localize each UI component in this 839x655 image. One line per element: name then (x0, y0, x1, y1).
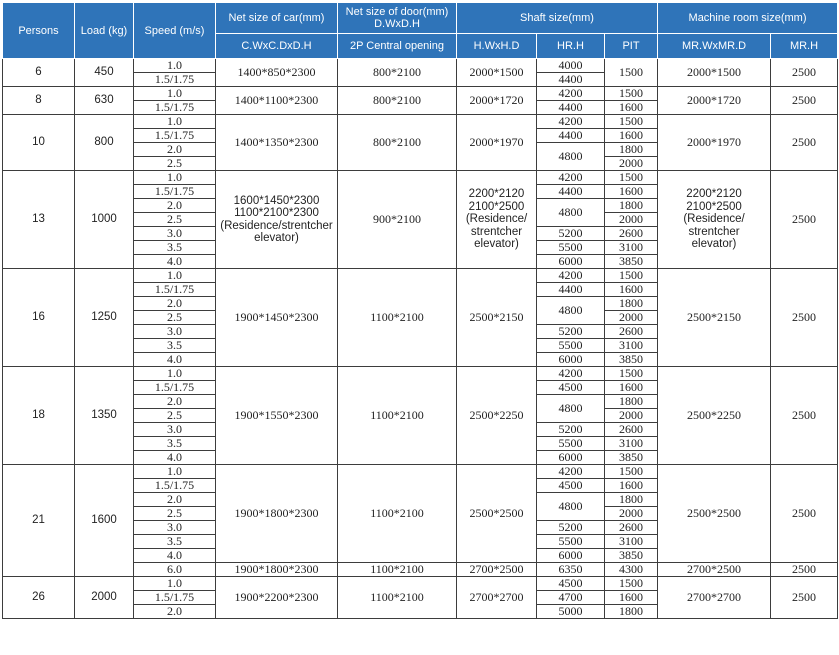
cell-load: 1250 (75, 269, 134, 367)
cell-pit: 1500 (605, 59, 658, 87)
cell-car-size: 1900*2200*2300 (216, 577, 338, 619)
subheader-hr-height: HR.H (537, 34, 605, 59)
header-machine-room-size: Machine room size(mm) (658, 3, 838, 34)
cell-door-size: 1100*2100 (338, 269, 457, 367)
cell-pit: 2000 (605, 213, 658, 227)
cell-hr-height: 4200 (537, 87, 605, 101)
cell-load: 800 (75, 115, 134, 171)
cell-pit: 1500 (605, 577, 658, 591)
cell-speed: 4.0 (134, 353, 216, 367)
cell-mr-size: 2700*2700 (658, 577, 771, 619)
cell-shaft-size: 2000*1970 (457, 115, 537, 171)
cell-hr-height: 4500 (537, 479, 605, 493)
cell-car-size: 1900*1450*2300 (216, 269, 338, 367)
cell-speed: 2.5 (134, 213, 216, 227)
cell-mr-height: 2500 (771, 563, 838, 577)
cell-speed: 1.0 (134, 115, 216, 129)
cell-pit: 3100 (605, 437, 658, 451)
cell-shaft-size: 2500*2500 (457, 465, 537, 563)
cell-speed: 3.0 (134, 521, 216, 535)
cell-hr-height: 5200 (537, 521, 605, 535)
cell-mr-height: 2500 (771, 367, 838, 465)
header-door-size: Net size of door(mm) D.WxD.H (338, 3, 457, 34)
cell-car-size: 1900*1550*2300 (216, 367, 338, 465)
cell-door-size: 800*2100 (338, 59, 457, 87)
cell-load: 1000 (75, 171, 134, 269)
subheader-mr-height: MR.H (771, 34, 838, 59)
cell-hr-height: 4400 (537, 73, 605, 87)
cell-speed: 3.5 (134, 535, 216, 549)
cell-speed: 1.5/1.75 (134, 479, 216, 493)
cell-speed: 4.0 (134, 255, 216, 269)
cell-hr-height: 4400 (537, 185, 605, 199)
cell-speed: 1.0 (134, 59, 216, 73)
cell-pit: 2600 (605, 423, 658, 437)
cell-hr-height: 4800 (537, 493, 605, 521)
cell-door-size: 900*2100 (338, 171, 457, 269)
cell-pit: 1800 (605, 199, 658, 213)
cell-speed: 3.0 (134, 227, 216, 241)
cell-pit: 3850 (605, 353, 658, 367)
cell-door-size: 1100*2100 (338, 563, 457, 577)
cell-hr-height: 4400 (537, 101, 605, 115)
header-car-size: Net size of car(mm) (216, 3, 338, 34)
cell-car-size: 1900*1800*2300 (216, 563, 338, 577)
cell-hr-height: 6350 (537, 563, 605, 577)
subheader-shaft-dims: H.WxH.D (457, 34, 537, 59)
cell-speed: 3.5 (134, 339, 216, 353)
cell-hr-height: 6000 (537, 353, 605, 367)
cell-door-size: 800*2100 (338, 87, 457, 115)
cell-mr-height: 2500 (771, 465, 838, 563)
cell-hr-height: 4400 (537, 283, 605, 297)
cell-speed: 4.0 (134, 451, 216, 465)
cell-mr-size: 2000*1500 (658, 59, 771, 87)
cell-hr-height: 4200 (537, 367, 605, 381)
cell-speed: 4.0 (134, 549, 216, 563)
cell-hr-height: 4800 (537, 297, 605, 325)
cell-persons: 26 (3, 577, 75, 619)
cell-hr-height: 6000 (537, 549, 605, 563)
cell-shaft-size: 2700*2500 (457, 563, 537, 577)
cell-speed: 3.5 (134, 437, 216, 451)
cell-speed: 2.5 (134, 311, 216, 325)
cell-speed: 2.5 (134, 157, 216, 171)
elevator-spec-table (2, 2, 838, 619)
cell-speed: 1.5/1.75 (134, 101, 216, 115)
cell-pit: 1500 (605, 269, 658, 283)
cell-speed: 2.0 (134, 395, 216, 409)
cell-hr-height: 4800 (537, 143, 605, 171)
cell-pit: 1600 (605, 479, 658, 493)
cell-persons: 8 (3, 87, 75, 115)
cell-speed: 2.5 (134, 507, 216, 521)
cell-shaft-size: 2000*1720 (457, 87, 537, 115)
cell-door-size: 1100*2100 (338, 367, 457, 465)
cell-pit: 1500 (605, 87, 658, 101)
cell-speed: 2.0 (134, 297, 216, 311)
cell-mr-size: 2000*1720 (658, 87, 771, 115)
cell-pit: 2600 (605, 227, 658, 241)
cell-pit: 2000 (605, 507, 658, 521)
cell-pit: 2000 (605, 409, 658, 423)
cell-mr-size: 2700*2500 (658, 563, 771, 577)
header-speed: Speed (m/s) (134, 3, 216, 59)
cell-persons: 10 (3, 115, 75, 171)
cell-persons: 18 (3, 367, 75, 465)
cell-speed: 1.0 (134, 87, 216, 101)
cell-pit: 3850 (605, 451, 658, 465)
subheader-mr-dims: MR.WxMR.D (658, 34, 771, 59)
cell-pit: 3100 (605, 339, 658, 353)
cell-load: 450 (75, 59, 134, 87)
cell-pit: 1500 (605, 171, 658, 185)
cell-speed: 2.0 (134, 605, 216, 619)
cell-speed: 1.0 (134, 367, 216, 381)
cell-door-size: 1100*2100 (338, 465, 457, 563)
cell-hr-height: 4200 (537, 465, 605, 479)
cell-door-size: 1100*2100 (338, 577, 457, 619)
cell-load: 1600 (75, 465, 134, 577)
cell-pit: 2600 (605, 521, 658, 535)
cell-hr-height: 5500 (537, 437, 605, 451)
cell-hr-height: 5200 (537, 325, 605, 339)
cell-pit: 3850 (605, 549, 658, 563)
cell-speed: 1.0 (134, 171, 216, 185)
cell-load: 2000 (75, 577, 134, 619)
cell-car-size: 1600*1450*2300 1100*2100*2300 (Residence/strentcher elevator) (216, 171, 338, 269)
cell-speed: 2.0 (134, 199, 216, 213)
cell-load: 630 (75, 87, 134, 115)
cell-speed: 1.0 (134, 577, 216, 591)
cell-speed: 6.0 (134, 563, 216, 577)
cell-hr-height: 4800 (537, 395, 605, 423)
cell-hr-height: 5200 (537, 423, 605, 437)
cell-hr-height: 4200 (537, 115, 605, 129)
cell-speed: 1.0 (134, 465, 216, 479)
cell-pit: 3100 (605, 535, 658, 549)
cell-speed: 1.0 (134, 269, 216, 283)
header-shaft-size: Shaft size(mm) (457, 3, 658, 34)
cell-door-size: 800*2100 (338, 115, 457, 171)
header-load: Load (kg) (75, 3, 134, 59)
cell-hr-height: 4000 (537, 59, 605, 73)
cell-hr-height: 6000 (537, 451, 605, 465)
spec-table-container (2, 2, 837, 619)
cell-hr-height: 4800 (537, 199, 605, 227)
cell-mr-size: 2500*2500 (658, 465, 771, 563)
cell-shaft-size: 2200*2120 2100*2500 (Residence/ strentcher elevator) (457, 171, 537, 269)
cell-car-size: 1400*850*2300 (216, 59, 338, 87)
cell-hr-height: 5500 (537, 339, 605, 353)
cell-speed: 1.5/1.75 (134, 185, 216, 199)
cell-speed: 1.5/1.75 (134, 73, 216, 87)
cell-speed: 3.0 (134, 325, 216, 339)
cell-pit: 1800 (605, 605, 658, 619)
cell-pit: 3100 (605, 241, 658, 255)
subheader-pit: PIT (605, 34, 658, 59)
cell-speed: 2.0 (134, 493, 216, 507)
cell-car-size: 1900*1800*2300 (216, 465, 338, 563)
cell-hr-height: 4500 (537, 577, 605, 591)
cell-hr-height: 4200 (537, 269, 605, 283)
cell-pit: 4300 (605, 563, 658, 577)
cell-mr-height: 2500 (771, 115, 838, 171)
cell-hr-height: 5500 (537, 241, 605, 255)
cell-speed: 1.5/1.75 (134, 283, 216, 297)
cell-speed: 3.5 (134, 241, 216, 255)
cell-persons: 13 (3, 171, 75, 269)
cell-persons: 16 (3, 269, 75, 367)
cell-hr-height: 5200 (537, 227, 605, 241)
cell-hr-height: 4700 (537, 591, 605, 605)
cell-pit: 2000 (605, 157, 658, 171)
cell-mr-height: 2500 (771, 59, 838, 87)
cell-hr-height: 4200 (537, 171, 605, 185)
cell-pit: 2600 (605, 325, 658, 339)
cell-pit: 1500 (605, 465, 658, 479)
cell-car-size: 1400*1350*2300 (216, 115, 338, 171)
cell-shaft-size: 2700*2700 (457, 577, 537, 619)
cell-pit: 1600 (605, 381, 658, 395)
cell-pit: 1800 (605, 395, 658, 409)
cell-persons: 6 (3, 59, 75, 87)
cell-speed: 1.5/1.75 (134, 591, 216, 605)
cell-speed: 1.5/1.75 (134, 129, 216, 143)
cell-speed: 1.5/1.75 (134, 381, 216, 395)
cell-load: 1350 (75, 367, 134, 465)
cell-pit: 1500 (605, 115, 658, 129)
cell-mr-height: 2500 (771, 171, 838, 269)
cell-pit: 1600 (605, 591, 658, 605)
cell-speed: 3.0 (134, 423, 216, 437)
cell-persons: 21 (3, 465, 75, 577)
subheader-door-opening: 2P Central opening (338, 34, 457, 59)
cell-mr-size: 2500*2150 (658, 269, 771, 367)
cell-shaft-size: 2500*2150 (457, 269, 537, 367)
cell-mr-size: 2000*1970 (658, 115, 771, 171)
cell-pit: 1500 (605, 367, 658, 381)
cell-pit: 1800 (605, 297, 658, 311)
header-persons: Persons (3, 3, 75, 59)
cell-mr-height: 2500 (771, 577, 838, 619)
cell-pit: 2000 (605, 311, 658, 325)
cell-pit: 1600 (605, 101, 658, 115)
cell-mr-size: 2200*2120 2100*2500 (Residence/ strentcher elevator) (658, 171, 771, 269)
cell-hr-height: 5500 (537, 535, 605, 549)
cell-pit: 1600 (605, 129, 658, 143)
cell-speed: 2.5 (134, 409, 216, 423)
cell-mr-size: 2500*2250 (658, 367, 771, 465)
cell-pit: 1600 (605, 185, 658, 199)
cell-mr-height: 2500 (771, 269, 838, 367)
cell-mr-height: 2500 (771, 87, 838, 115)
cell-pit: 1600 (605, 283, 658, 297)
cell-pit: 1800 (605, 493, 658, 507)
cell-pit: 1800 (605, 143, 658, 157)
cell-hr-height: 4500 (537, 381, 605, 395)
cell-speed: 2.0 (134, 143, 216, 157)
cell-car-size: 1400*1100*2300 (216, 87, 338, 115)
cell-pit: 3850 (605, 255, 658, 269)
cell-hr-height: 6000 (537, 255, 605, 269)
cell-shaft-size: 2500*2250 (457, 367, 537, 465)
cell-hr-height: 4400 (537, 129, 605, 143)
subheader-car-dims: C.WxC.DxD.H (216, 34, 338, 59)
cell-hr-height: 5000 (537, 605, 605, 619)
cell-shaft-size: 2000*1500 (457, 59, 537, 87)
